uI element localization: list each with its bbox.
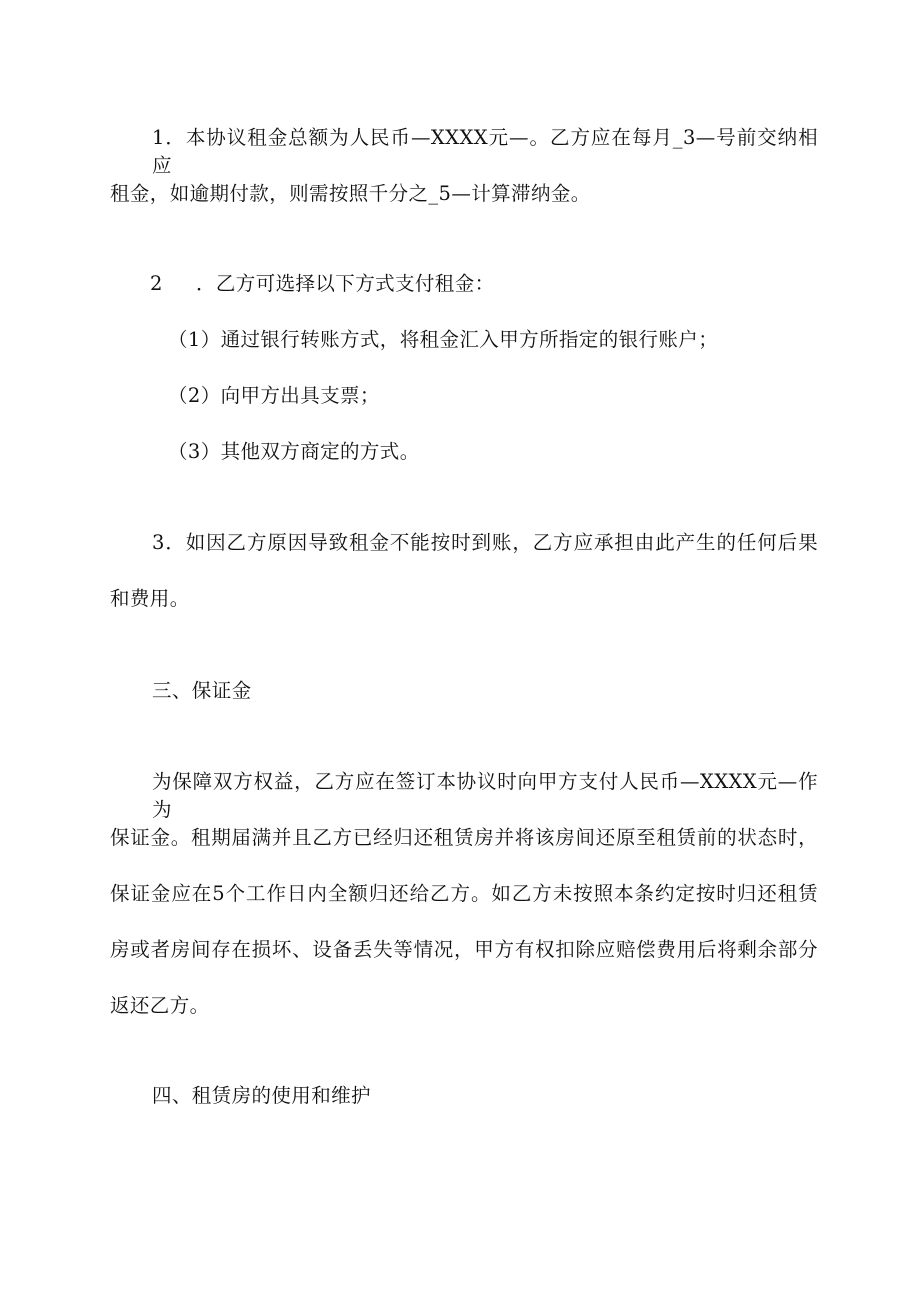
deposit-paragraph-line-4: 房或者房间存在损坏、设备丢失等情况，甲方有权扣除应赔偿费用后将剩余部分 bbox=[110, 938, 818, 961]
payment-item-2-number: 2 bbox=[150, 272, 163, 295]
deposit-paragraph-line-5: 返还乙方。 bbox=[110, 994, 210, 1017]
payment-option-1: （1）通过银行转账方式，将租金汇入甲方所指定的银行账户； bbox=[168, 328, 719, 351]
payment-item-2-text: ．乙方可选择以下方式支付租金： bbox=[196, 272, 495, 295]
deposit-paragraph-line-2: 保证金。租期届满并且乙方已经归还租赁房并将该房间还原至租赁前的状态时， bbox=[110, 826, 818, 849]
payment-item-3-line-2: 和费用。 bbox=[110, 587, 190, 610]
deposit-heading: 三、保证金 bbox=[152, 679, 252, 702]
deposit-paragraph-line-1: 为保障双方权益，乙方应在签订本协议时向甲方支付人民币—XXXX元—作为 bbox=[152, 770, 818, 821]
payment-option-3: （3）其他双方商定的方式。 bbox=[168, 440, 420, 463]
deposit-paragraph-line-3: 保证金应在5个工作日内全额归还给乙方。如乙方未按照本条约定按时归还租赁 bbox=[110, 882, 818, 905]
use-maintenance-heading: 四、租赁房的使用和维护 bbox=[152, 1084, 371, 1107]
payment-item-1-line-1: 1．本协议租金总额为人民币—XXXX元—。乙方应在每月_3—号前交纳相应 bbox=[152, 126, 818, 177]
payment-item-3-line-1: 3．如因乙方原因导致租金不能按时到账，乙方应承担由此产生的任何后果 bbox=[152, 531, 818, 554]
payment-item-1-line-2: 租金，如逾期付款，则需按照千分之_5—计算滞纳金。 bbox=[110, 182, 591, 205]
payment-option-2: （2）向甲方出具支票； bbox=[168, 384, 380, 407]
